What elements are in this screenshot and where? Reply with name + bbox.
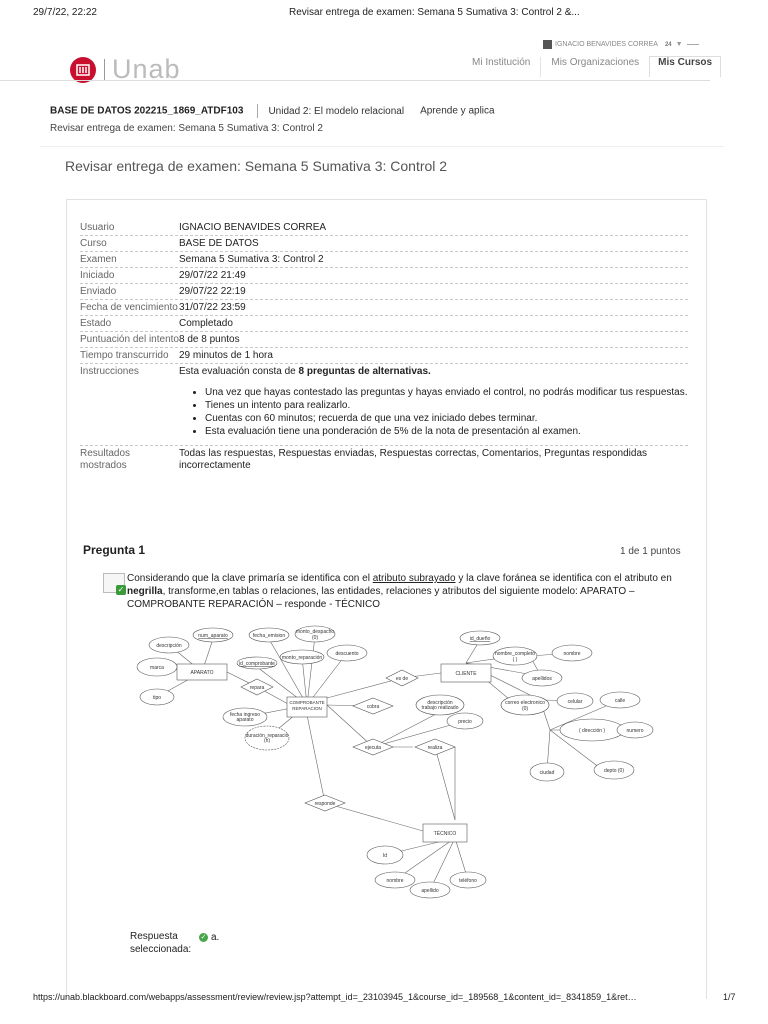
svg-text:ciudad: ciudad bbox=[539, 770, 555, 776]
svg-text:apellidos: apellidos bbox=[532, 676, 552, 682]
detail-label: Iniciado bbox=[80, 270, 115, 281]
detail-label: Enviado bbox=[80, 286, 117, 297]
svg-text:celular: celular bbox=[567, 699, 583, 705]
attempt-details bbox=[80, 220, 688, 473]
question-title: Pregunta 1 bbox=[83, 543, 146, 557]
diagram-label: repara bbox=[249, 685, 265, 691]
svg-text:monto_despacho: monto_despacho bbox=[295, 629, 335, 635]
svg-text:teléfono: teléfono bbox=[459, 878, 477, 884]
svg-text:monto_reparación: monto_reparación bbox=[281, 655, 323, 661]
svg-text:num_aparato: num_aparato bbox=[198, 633, 228, 639]
detail-value: IGNACIO BENAVIDES CORREA bbox=[179, 222, 327, 233]
detail-value: 31/07/22 23:59 bbox=[179, 302, 246, 313]
detail-value: 29/07/22 22:19 bbox=[179, 286, 246, 297]
detail-label: Resultados mostrados bbox=[80, 448, 131, 471]
chevron-down-icon[interactable]: ▼ bbox=[675, 41, 683, 48]
avatar bbox=[543, 40, 552, 49]
svg-text:fecha_emision: fecha_emision bbox=[252, 633, 286, 639]
diagram-label: responde bbox=[314, 801, 336, 807]
svg-text:COMPROBANTE: COMPROBANTE bbox=[289, 700, 325, 705]
top-bar bbox=[0, 34, 768, 84]
instructions-text: Esta evaluación consta de bbox=[179, 366, 299, 377]
breadcrumb-separator bbox=[257, 104, 258, 118]
header-divider bbox=[0, 80, 710, 81]
list-item: • Tienes un intento para realizarlo. bbox=[205, 400, 688, 412]
svg-text:(0): (0) bbox=[521, 706, 529, 712]
svg-text:descripción: descripción bbox=[427, 700, 453, 706]
detail-value: Completado bbox=[179, 318, 233, 329]
question-text-part: y la clave foránea se identifica con el atributo en bbox=[455, 573, 672, 584]
page-title: Revisar entrega de examen: Semana 5 Sumativa 3: Control 2 bbox=[65, 158, 448, 174]
diagram-label: TÉCNICO bbox=[433, 831, 457, 837]
correct-answer-icon bbox=[103, 573, 125, 593]
detail-label: Tiempo transcurrido bbox=[80, 350, 169, 361]
print-title: Revisar entrega de examen: Semana 5 Sumativa 3: Control 2 &... bbox=[289, 7, 580, 18]
selected-answer: a. bbox=[211, 932, 220, 943]
print-date: 29/7/22, 22:22 bbox=[33, 7, 97, 18]
detail-label: Usuario bbox=[80, 222, 115, 233]
detail-value: 29/07/22 21:49 bbox=[179, 270, 246, 281]
svg-text:(0): (0) bbox=[311, 635, 319, 641]
detail-label: Instrucciones bbox=[80, 366, 139, 377]
er-diagram bbox=[130, 620, 680, 905]
svg-text:aparato: aparato bbox=[236, 717, 254, 723]
detail-row-estado bbox=[80, 316, 688, 332]
detail-label: Examen bbox=[80, 254, 117, 265]
detail-label: Fecha de vencimiento bbox=[80, 302, 178, 313]
user-name: IGNACIO BENAVIDES CORREA bbox=[555, 41, 658, 48]
detail-label: Puntuación del intento bbox=[80, 334, 179, 345]
svg-text:tipo: tipo bbox=[152, 695, 162, 701]
question-text bbox=[127, 572, 672, 611]
svg-text:calle: calle bbox=[614, 698, 626, 704]
svg-text:fecha ingreso: fecha ingreso bbox=[229, 712, 261, 718]
response-value bbox=[199, 932, 219, 943]
unab-seal-icon bbox=[70, 57, 96, 83]
response-label-text: Respuesta seleccionada: bbox=[130, 931, 192, 955]
logo-divider bbox=[104, 59, 105, 81]
question-text-bold: negrilla bbox=[127, 586, 163, 597]
nav-mis-cursos[interactable]: Mis Cursos bbox=[649, 56, 721, 77]
detail-value bbox=[179, 366, 688, 444]
menu-underline bbox=[687, 44, 699, 45]
diagram-label: es de bbox=[395, 676, 409, 682]
breadcrumb bbox=[50, 104, 495, 118]
list-item: • Una vez que hayas contestado las preguntas y hayas enviado el control, no podrás modificar tus respuestas. bbox=[205, 387, 688, 399]
detail-value: BASE DE DATOS bbox=[179, 238, 259, 249]
main-nav bbox=[462, 57, 721, 77]
list-item: • Esta evaluación tiene una ponderación de 5% de la nota de presentación al examen. bbox=[205, 426, 688, 438]
question-text-part: Considerando que la clave primaría se identifica con el bbox=[127, 573, 373, 584]
breadcrumb-course[interactable]: BASE DE DATOS 202215_1869_ATDF103 bbox=[50, 105, 244, 117]
svg-text:nombre: nombre bbox=[386, 878, 404, 884]
check-circle-icon: ✓ bbox=[200, 934, 207, 941]
detail-row-iniciado bbox=[80, 268, 688, 284]
svg-text:duración_reparació: duración_reparació bbox=[245, 733, 289, 739]
svg-text:( ): ( ) bbox=[512, 657, 518, 663]
question-text-underline: atributo subrayado bbox=[372, 573, 456, 584]
detail-row-examen bbox=[80, 252, 688, 268]
svg-text:correo electronico: correo electronico bbox=[505, 700, 545, 706]
detail-row-curso bbox=[80, 236, 688, 252]
diagram-label: CLIENTE bbox=[455, 671, 477, 677]
detail-row-puntuacion bbox=[80, 332, 688, 348]
detail-row-usuario bbox=[80, 220, 688, 236]
diagram-label: cobra bbox=[366, 704, 380, 710]
svg-text:id_dueño: id_dueño bbox=[469, 636, 491, 642]
detail-label: Curso bbox=[80, 238, 107, 249]
svg-text:descripción: descripción bbox=[156, 643, 182, 649]
nav-mi-institucion[interactable]: Mi Institución bbox=[472, 57, 531, 68]
diagram-label: realiza bbox=[427, 745, 443, 751]
svg-text:REPARACION: REPARACION bbox=[292, 706, 322, 711]
detail-value: Semana 5 Sumativa 3: Control 2 bbox=[179, 254, 324, 265]
instructions-list bbox=[205, 387, 688, 438]
svg-text:numero: numero bbox=[626, 728, 644, 734]
question-text-part: , transforme,en tablas o relaciones, las entidades, relaciones y atributos del siguiente modelo: APARATO – COMPROBANTE REPARACIÓN – responde - TÉCNICO bbox=[127, 586, 635, 610]
brand-name: Unab bbox=[112, 54, 181, 84]
svg-text:Id: Id bbox=[382, 853, 388, 859]
checkmark-icon: ✓ bbox=[117, 585, 125, 594]
breadcrumb-section[interactable]: Aprende y aplica bbox=[420, 105, 495, 117]
notification-count[interactable]: 24 bbox=[664, 41, 672, 48]
detail-row-enviado bbox=[80, 284, 688, 300]
breadcrumb-current: Revisar entrega de examen: Semana 5 Sumativa 3: Control 2 bbox=[50, 123, 323, 134]
detail-row-tiempo bbox=[80, 348, 688, 364]
detail-row-resultados bbox=[80, 446, 688, 473]
diagram-label: APARATO bbox=[190, 670, 214, 676]
list-item: • Cuentas con 60 minutos; recuerda de que una vez iniciado debes terminar. bbox=[205, 413, 688, 425]
response-label bbox=[130, 930, 194, 956]
svg-text:descuento: descuento bbox=[335, 651, 359, 657]
diagram-label: ejecuta bbox=[364, 745, 382, 751]
question-points: 1 de 1 puntos bbox=[620, 546, 681, 557]
svg-text:apellido: apellido bbox=[421, 888, 439, 894]
user-menu[interactable] bbox=[543, 40, 699, 49]
nav-mis-organizaciones[interactable]: Mis Organizaciones bbox=[540, 57, 649, 77]
svg-text:depto (0): depto (0) bbox=[603, 768, 625, 774]
svg-text:id_comprobante: id_comprobante bbox=[239, 661, 275, 667]
svg-text:( dirección ): ( dirección ) bbox=[578, 728, 606, 734]
svg-text:nombre: nombre bbox=[563, 651, 581, 657]
breadcrumb-unit[interactable]: Unidad 2: El modelo relacional bbox=[268, 105, 405, 117]
detail-value: 8 de 8 puntos bbox=[179, 334, 240, 345]
print-page-number: 1/7 bbox=[723, 992, 736, 1002]
detail-row-instrucciones bbox=[80, 364, 688, 446]
svg-text:nombre_completo: nombre_completo bbox=[494, 651, 536, 657]
svg-text:trabajo realizado: trabajo realizado bbox=[421, 705, 459, 711]
detail-row-vencimiento bbox=[80, 300, 688, 316]
print-url: https://unab.blackboard.com/webapps/assessment/review/review.jsp?attempt_id=_23103945_1&course_id=_189568_1&content_id=_8341859_1&ret… bbox=[33, 992, 637, 1002]
instructions-bold: 8 preguntas de alternativas. bbox=[298, 366, 431, 377]
svg-text:(h): (h) bbox=[263, 738, 271, 744]
detail-label: Estado bbox=[80, 318, 112, 329]
svg-text:marca: marca bbox=[150, 665, 164, 671]
detail-value: 29 minutos de 1 hora bbox=[179, 350, 273, 361]
detail-value: Todas las respuestas, Respuestas enviadas, Respuestas correctas, Comentarios, Preguntas respondidas incorrectamente bbox=[179, 448, 648, 471]
breadcrumb-divider bbox=[40, 146, 724, 147]
print-header bbox=[0, 0, 768, 22]
svg-text:precio: precio bbox=[458, 719, 472, 725]
